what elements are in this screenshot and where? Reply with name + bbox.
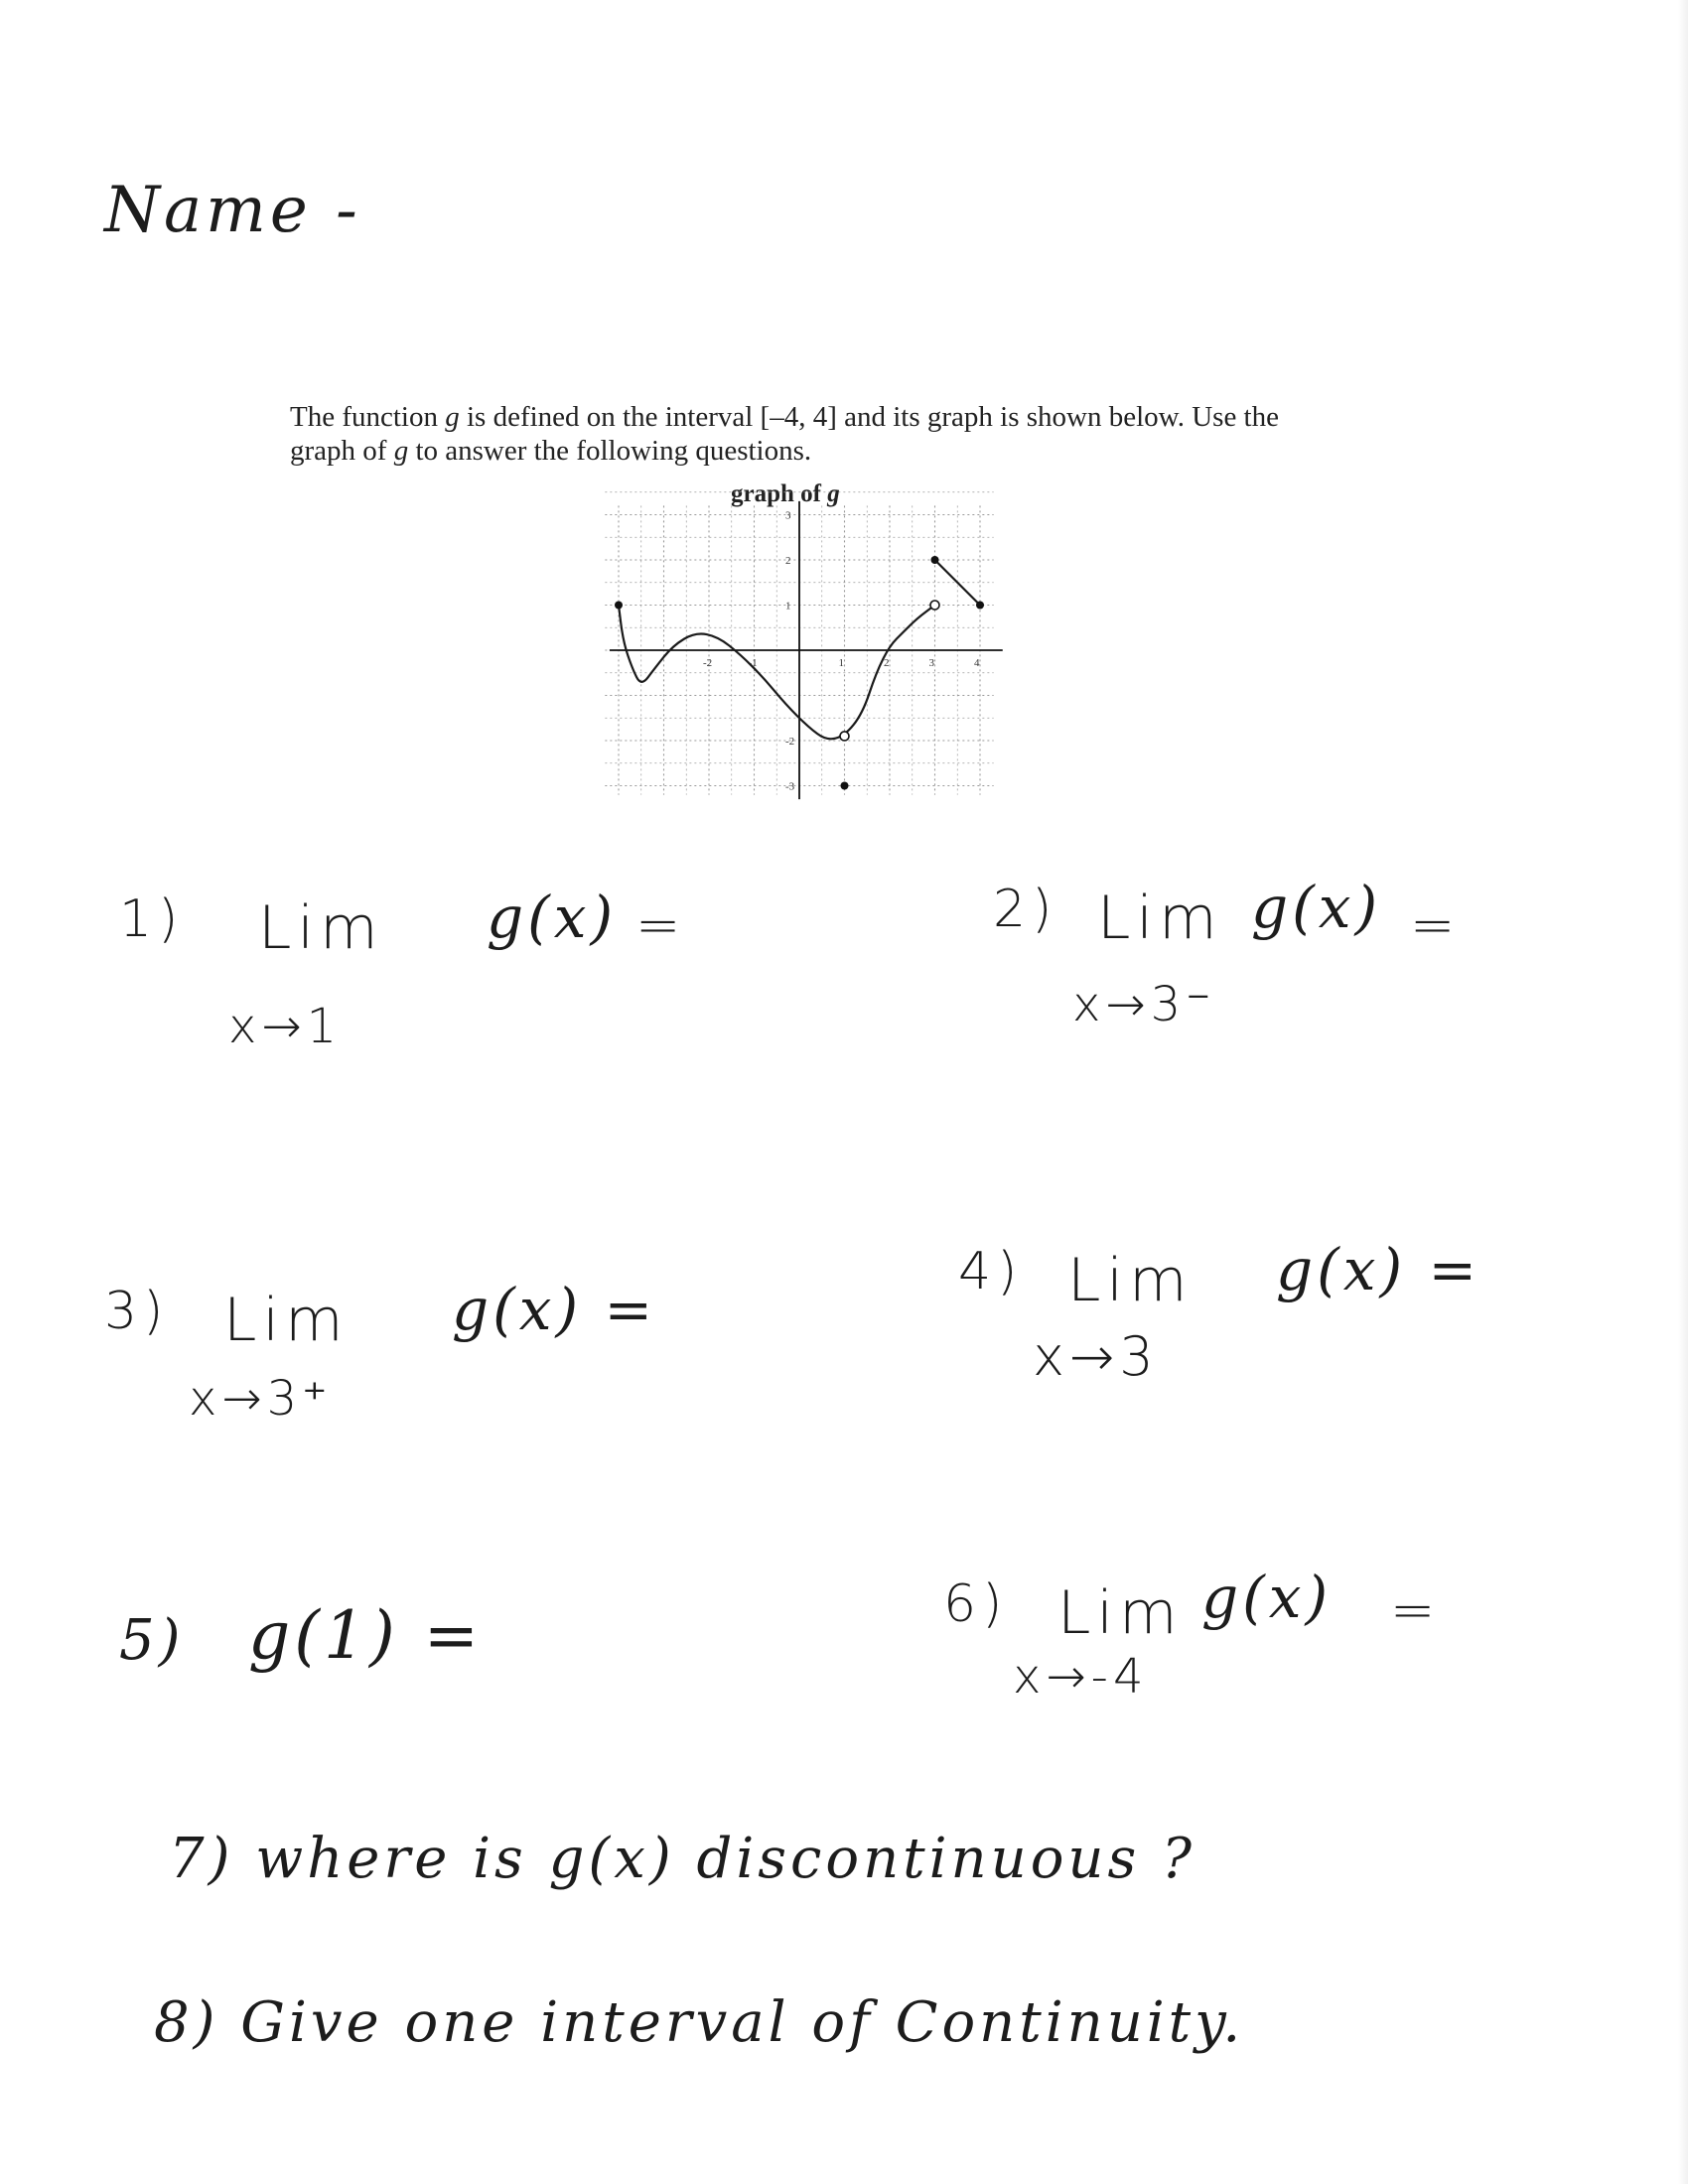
y-tick-label: -3 <box>785 780 795 793</box>
name-label: Name - <box>104 174 361 247</box>
intro-var-g-2: g <box>393 435 409 467</box>
x-tick-label: 4 <box>974 657 980 669</box>
intro-line-2-post: to answer the following questions. <box>408 435 812 467</box>
q1-subscript: x→1 <box>228 999 343 1054</box>
intro-var-g-1: g <box>445 401 460 433</box>
intro-line-2-pre: graph of <box>290 435 394 467</box>
q5-number: 5) <box>119 1608 185 1673</box>
q1-number: 1) <box>119 889 185 949</box>
q6-lim: Lim <box>1057 1578 1184 1648</box>
q2-number: 2) <box>993 880 1058 939</box>
q2-subscript: x→3⁻ <box>1072 977 1216 1032</box>
x-tick-label: 3 <box>928 657 934 669</box>
q2-function: g(x) <box>1251 874 1382 941</box>
q6-subscript: x→-4 <box>1013 1649 1149 1705</box>
page-edge-shadow <box>1678 0 1688 2184</box>
q2-equals: = <box>1410 893 1462 956</box>
q1-lim: Lim <box>258 893 384 963</box>
intro-line-2 <box>290 433 811 469</box>
x-tick-label: 2 <box>884 657 890 669</box>
graph-of-g <box>596 508 1023 793</box>
graph-tick-labels <box>703 510 980 793</box>
graph-title <box>731 480 840 508</box>
closed-point <box>976 602 984 610</box>
graph-title-var: g <box>827 480 840 507</box>
open-point <box>930 601 939 610</box>
q6-number: 6) <box>943 1574 1009 1634</box>
q3-number: 3) <box>104 1282 170 1341</box>
y-tick-label: -2 <box>785 736 795 748</box>
q7-text: 7) where is g(x) discontinuous ? <box>169 1827 1196 1891</box>
q4-subscript: x→3 <box>1033 1325 1159 1388</box>
q5-expression: g(1) = <box>248 1597 484 1674</box>
q1-function: g(x) <box>487 884 618 951</box>
graph-title-pre: graph of <box>731 480 828 507</box>
q8-text: 8) Give one interval of Continuity. <box>154 1990 1245 2055</box>
y-tick-label: 2 <box>785 555 791 567</box>
x-tick-label: 1 <box>838 657 844 669</box>
q3-subscript: x→3⁺ <box>189 1371 333 1427</box>
q6-equals: = <box>1390 1578 1442 1641</box>
q6-function: g(x) <box>1201 1564 1333 1631</box>
y-tick-label: 3 <box>785 509 791 522</box>
intro-line-1 <box>290 399 1279 435</box>
y-tick-label: 1 <box>785 600 791 613</box>
closed-point <box>841 782 849 790</box>
closed-point <box>931 556 939 564</box>
closed-point <box>615 602 623 610</box>
x-tick-label: -1 <box>748 657 758 669</box>
q3-function: g(x) = <box>452 1276 657 1343</box>
x-tick-label: -2 <box>703 657 713 669</box>
q3-lim: Lim <box>223 1286 350 1355</box>
intro-line-1-pre: The function <box>290 401 446 433</box>
intro-line-1-post: is defined on the interval [–4, 4] and its graph is shown below. Use the <box>459 401 1279 433</box>
q4-lim: Lim <box>1067 1246 1194 1315</box>
q4-number: 4) <box>958 1242 1024 1301</box>
q1-equals: = <box>635 893 687 956</box>
q2-lim: Lim <box>1097 884 1223 953</box>
open-point <box>840 732 849 741</box>
q4-function: g(x) = <box>1276 1236 1481 1303</box>
